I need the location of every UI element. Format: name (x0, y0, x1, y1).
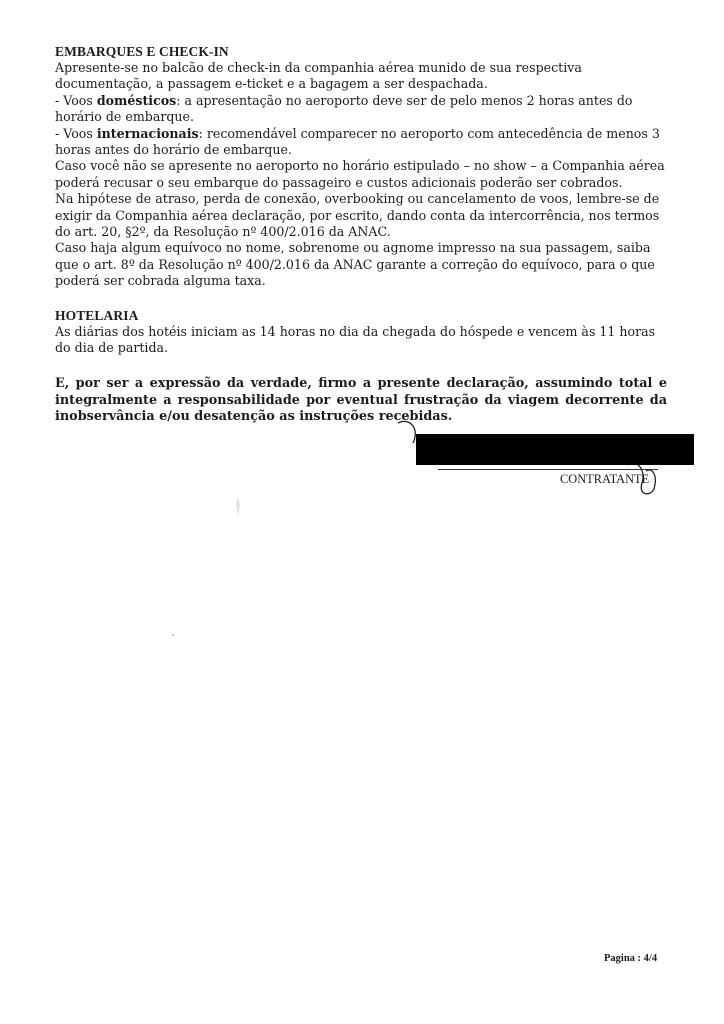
declaration-paragraph: E, por ser a expressão da verdade, firmo a presente declaração, assumindo total e integralmente a responsabilidade por eventual frustração da viagem decorrente da inobservância e/ou desatenção as instruções recebidas. (55, 376, 667, 425)
intl-prefix: - Voos (55, 125, 97, 141)
domestic-prefix: - Voos (55, 92, 97, 108)
signature-label: CONTRATANTE (560, 472, 650, 486)
checkin-paragraph: Apresente-se no balcão de check-in da companhia aérea munido de sua respectiva documentação, a passagem e-ticket e a bagagem a ser despachada. (55, 60, 582, 92)
intl-text: : recomendável comparecer no aeroporto com antecedência de menos 3 horas antes do horário de embarque. (55, 125, 660, 158)
hotelaria-section (55, 308, 667, 357)
scan-speck-icon (230, 495, 246, 519)
domestic-text: : a apresentação no aeroporto deve ser de pelo menos 2 horas antes do horário de embarque. (55, 92, 633, 125)
international-flights-paragraph (55, 126, 667, 159)
signature-line (438, 469, 658, 470)
no-show-paragraph: Caso você não se apresente no aeroporto no horário estipulado – no show – a Companhia aérea poderá recusar o seu embarque do passageiro e custos adicionais poderão ser cobrados. (55, 158, 665, 190)
embarques-section (55, 44, 667, 290)
name-error-paragraph: Caso haja algum equívoco no nome, sobrenome ou agnome impresso na sua passagem, saiba que o art. 8º da Resolução nº 400/2.016 da ANAC garante a correção do equívoco, para o que poderá ser cobrada alguma taxa. (55, 240, 655, 289)
embarques-heading: EMBARQUES E CHECK-IN (55, 44, 229, 59)
scan-dot (172, 634, 174, 636)
redacted-name-block (416, 434, 694, 465)
domestic-bold: domésticos (96, 92, 177, 108)
hotelaria-heading: HOTELARIA (55, 308, 139, 323)
page-number: Pagina : 4/4 (604, 953, 658, 964)
delay-paragraph: Na hipótese de atraso, perda de conexão, overbooking ou cancelamento de voos, lembre-se de exigir da Companhia aérea declaração, por escrito, dando conta da intercorrência, nos termos do art. 20, §2º, da Resolução nº 400/2.016 da ANAC. (55, 191, 660, 240)
hotel-paragraph: As diárias dos hotéis iniciam as 14 horas no dia da chegada do hóspede e vencem às 11 horas do dia de partida. (55, 324, 656, 356)
domestic-flights-paragraph (55, 93, 667, 126)
intl-bold: internacionais (96, 125, 199, 141)
